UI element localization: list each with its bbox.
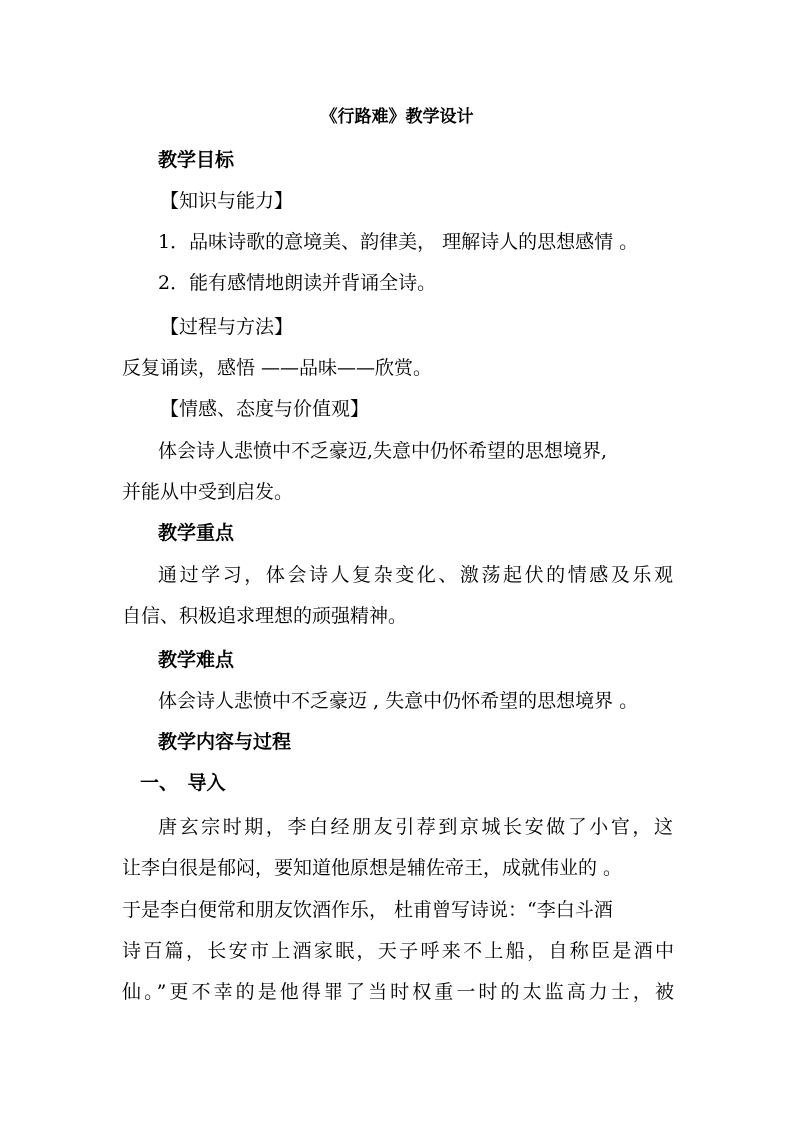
key-text-line-2: 自信、积极追求理想的顽强精神。	[122, 605, 408, 627]
intro-line-2: 让李白很是郁闷，要知道他原想是辅佐帝王，成就伟业的 。	[122, 857, 623, 879]
key-text-line-1: 通过学习，体会诗人复杂变化、激荡起伏的情感及乐观	[158, 564, 673, 586]
objectives-heading: 教学目标	[158, 149, 235, 171]
intro-line-4: 诗百篇，长安市上酒家眠，天子呼来不上船，自称臣是酒中	[122, 940, 674, 962]
process-heading: 【过程与方法】	[160, 316, 294, 338]
knowledge-heading: 【知识与能力】	[160, 190, 294, 212]
objective-item-2: 2．能有感情地朗读并背诵全诗。	[158, 272, 437, 294]
emotion-text-line-1: 体会诗人悲愤中不乏豪迈,失意中仍怀希望的思想境界,	[158, 440, 608, 462]
intro-line-5: 仙。”更不幸的是他得罪了当时权重一时的太监高力士，被	[122, 981, 674, 1003]
key-heading: 教学重点	[158, 522, 235, 544]
process-text: 反复诵读，感悟 ——品味——欣赏。	[122, 357, 433, 379]
difficulty-text: 体会诗人悲愤中不乏豪迈 , 失意中仍怀希望的思想境界 。	[158, 690, 639, 712]
emotion-heading: 【情感、态度与价值观】	[160, 398, 370, 420]
intro-line-3: 于是李白便常和朋友饮酒作乐， 杜甫曾写诗说：“李白斗酒	[122, 899, 613, 921]
document-title: 《行路难》教学设计	[320, 107, 474, 127]
objective-item-1: 1．品味诗歌的意境美、韵律美， 理解诗人的思想感情 。	[158, 231, 639, 253]
section-1-heading: 一、 导入	[140, 772, 226, 794]
content-heading: 教学内容与过程	[158, 731, 292, 753]
intro-line-1: 唐玄宗时期，李白经朋友引荐到京城长安做了小官，这	[158, 816, 673, 838]
difficulty-heading: 教学难点	[158, 649, 235, 671]
emotion-text-line-2: 并能从中受到启发。	[122, 481, 294, 503]
